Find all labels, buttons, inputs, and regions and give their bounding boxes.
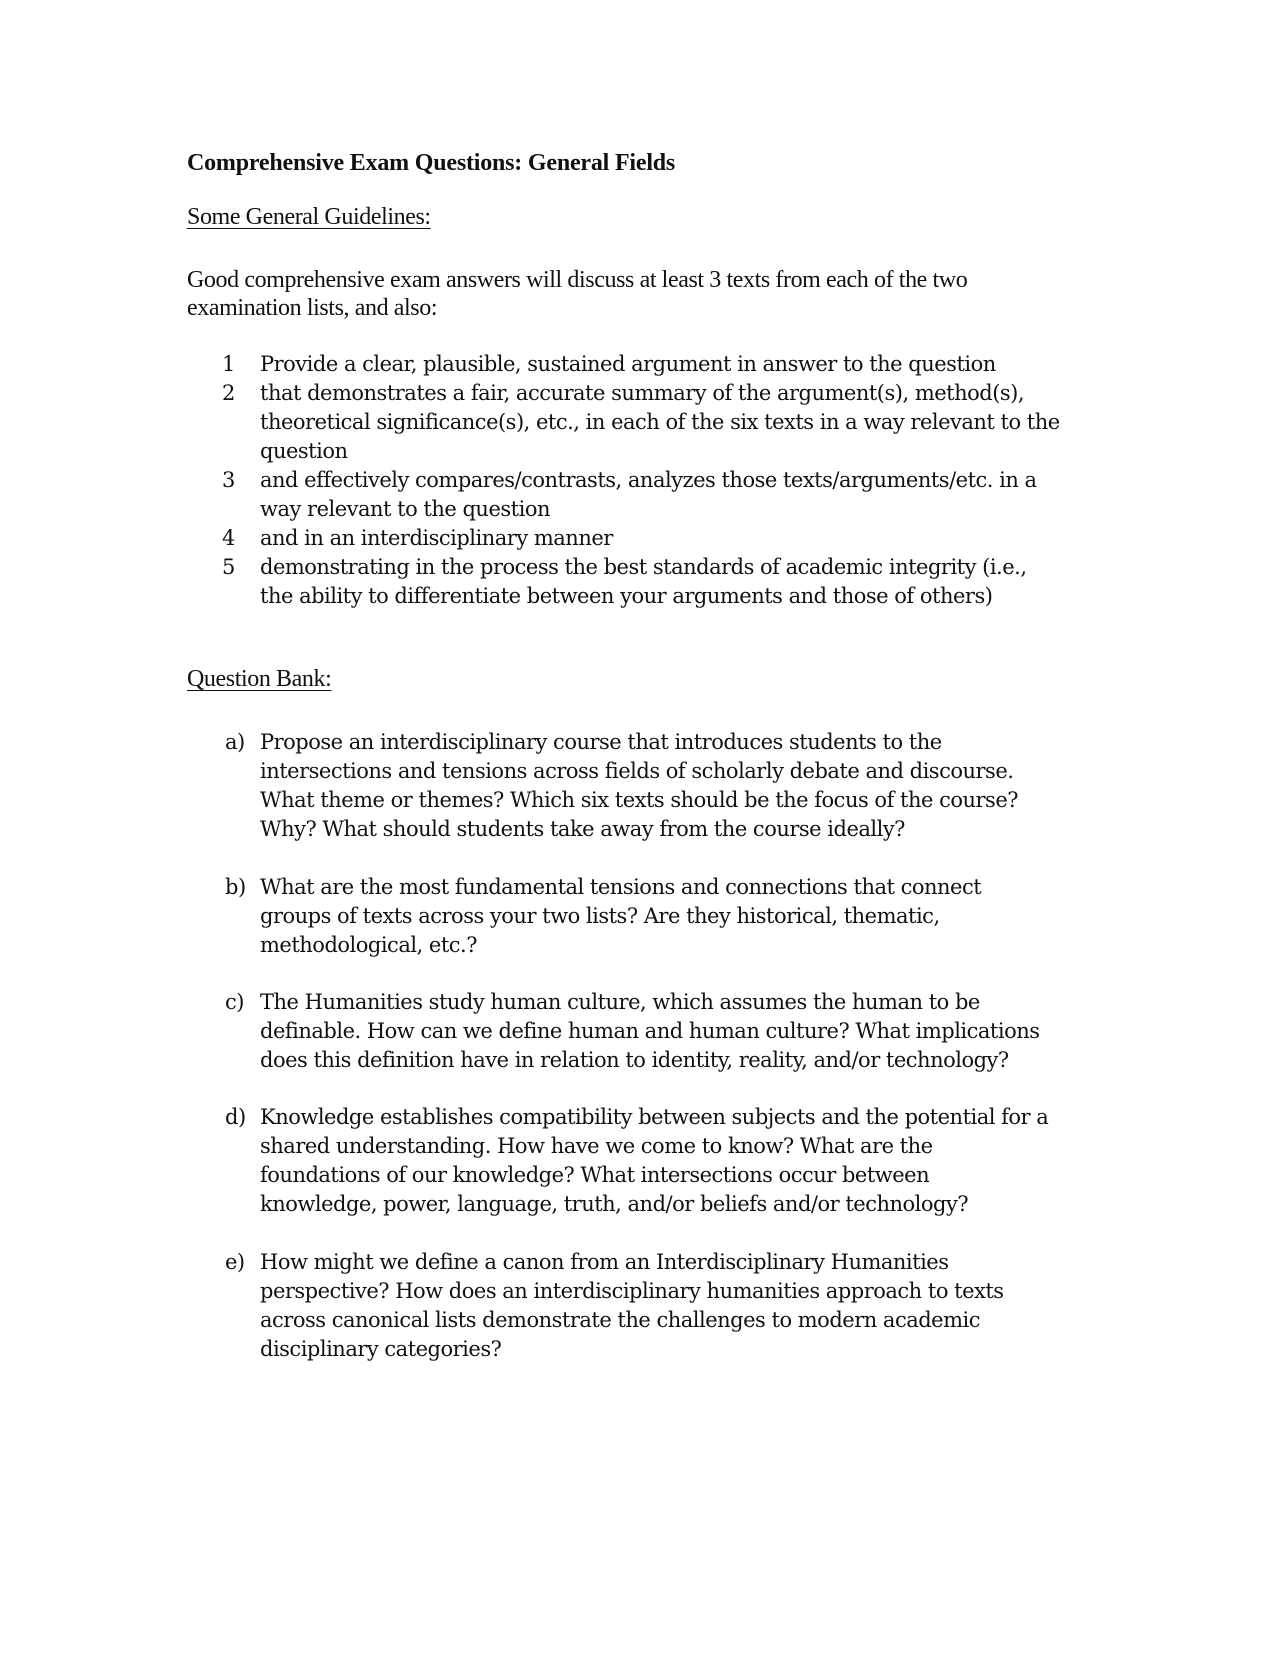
guideline-text: way relevant to the question (260, 497, 550, 521)
question-letter: d) (225, 1105, 246, 1129)
intro-line: Good comprehensive exam answers will discuss at least 3 texts from each of the two (187, 267, 968, 293)
guideline-number: 3 (222, 468, 235, 492)
guideline-text: Provide a clear, plausible, sustained argument in answer to the question (260, 352, 996, 376)
question-text: foundations of our knowledge? What intersections occur between (260, 1163, 930, 1187)
guidelines-heading: Some General Guidelines: (187, 204, 431, 230)
question-text: What theme or themes? Which six texts should be the focus of the course? (260, 788, 1019, 812)
question-text: shared understanding. How have we come to know? What are the (260, 1134, 933, 1158)
question-text: What are the most fundamental tensions and connections that connect (260, 875, 982, 899)
question-text: The Humanities study human culture, which assumes the human to be (260, 990, 980, 1014)
question-letter: b) (225, 875, 246, 899)
guideline-text: demonstrating in the process the best standards of academic integrity (i.e., (260, 555, 1027, 579)
question-text: perspective? How does an interdisciplinary humanities approach to texts (260, 1279, 1004, 1303)
question-letter: e) (225, 1250, 245, 1274)
guideline-text: the ability to differentiate between your arguments and those of others) (260, 584, 993, 608)
question-text: does this definition have in relation to identity, reality, and/or technology? (260, 1048, 1009, 1072)
question-bank-heading: Question Bank: (187, 666, 332, 692)
question-text: Propose an interdisciplinary course that introduces students to the (260, 730, 942, 754)
guideline-text: theoretical significance(s), etc., in each of the six texts in a way relevant to the (260, 410, 1060, 434)
question-text: groups of texts across your two lists? Are they historical, thematic, (260, 904, 940, 928)
guideline-text: that demonstrates a fair, accurate summary of the argument(s), method(s), (260, 381, 1025, 405)
intro-paragraph (187, 266, 1067, 322)
intro-line: examination lists, and also: (187, 295, 438, 321)
guideline-text: and effectively compares/contrasts, analyzes those texts/arguments/etc. in a (260, 468, 1037, 492)
question-text: intersections and tensions across fields of scholarly debate and discourse. (260, 759, 1014, 783)
question-letter: a) (225, 730, 245, 754)
guideline-text: question (260, 439, 348, 463)
guideline-number: 4 (222, 526, 235, 550)
question-text: How might we define a canon from an Interdisciplinary Humanities (260, 1250, 949, 1274)
question-text: Why? What should students take away from the course ideally? (260, 817, 905, 841)
question-text: methodological, etc.? (260, 933, 477, 957)
question-text: across canonical lists demonstrate the challenges to modern academic (260, 1308, 980, 1332)
guideline-text: and in an interdisciplinary manner (260, 526, 613, 550)
question-text: knowledge, power, language, truth, and/or beliefs and/or technology? (260, 1192, 969, 1216)
guideline-number: 5 (222, 555, 235, 579)
question-text: Knowledge establishes compatibility between subjects and the potential for a (260, 1105, 1049, 1129)
question-text: disciplinary categories? (260, 1337, 502, 1361)
question-letter: c) (225, 990, 244, 1014)
guideline-number: 1 (222, 352, 235, 376)
guideline-number: 2 (222, 381, 235, 405)
question-text: definable. How can we define human and human culture? What implications (260, 1019, 1040, 1043)
document-title: Comprehensive Exam Questions: General Fields (187, 150, 676, 176)
